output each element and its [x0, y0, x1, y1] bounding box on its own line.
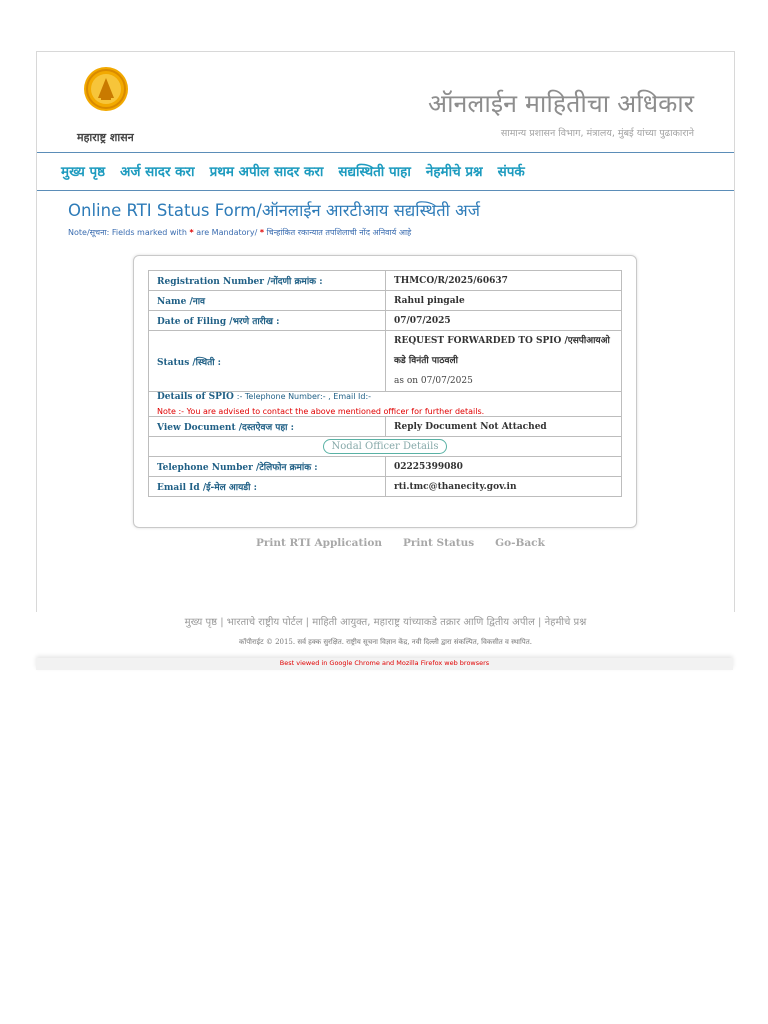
nav-contact[interactable]: संपर्क — [497, 164, 525, 180]
site-title: ऑनलाईन माहितीचा अधिकार — [427, 89, 694, 118]
nodal-officer-cell — [149, 437, 622, 457]
email-value: rti.tmc@thanecity.gov.in — [386, 477, 622, 497]
mandatory-star: * — [189, 228, 194, 237]
telephone-value: 02225399080 — [386, 457, 622, 477]
logo-caption: महाराष्ट्र शासन — [77, 131, 134, 144]
site-subtitle: सामान्य प्रशासन विभाग, मंत्रालय, मुंबई यांच्या पुढाकाराने — [500, 128, 694, 139]
name-value: Rahul pingale — [386, 291, 622, 311]
spio-details-label: Details of SPIO — [157, 392, 234, 402]
mandatory-star: * — [259, 228, 265, 237]
view-document-label: View Document /दस्तऐवज पहा : — [149, 417, 386, 437]
table-row — [149, 477, 622, 497]
table-row — [149, 291, 622, 311]
go-back-link[interactable]: Go-Back — [495, 537, 545, 549]
status-details-panel — [133, 255, 637, 528]
bottom-band — [36, 658, 733, 670]
spio-advice-note: Note :- You are advised to contact the above mentioned officer for further details. — [157, 407, 485, 416]
registration-number-value: THMCO/R/2025/60637 — [386, 271, 622, 291]
note-mid: are Mandatory/ — [196, 228, 258, 237]
status-value-cell — [386, 331, 622, 392]
nav-view-status[interactable]: सद्यस्थिती पाहा — [338, 164, 411, 180]
copyright-text: कॉपीराईट © 2015. सर्व हक्क सुरक्षित. राष्ट्रीय सूचना विज्ञान केंद्र, नवी दिल्ली द्वारा संकल्पित, विकसीत व स्थापित. — [239, 638, 532, 646]
print-rti-application-link[interactable]: Print RTI Application — [256, 537, 382, 549]
table-row — [149, 311, 622, 331]
site-header — [37, 52, 734, 153]
nav-first-appeal[interactable]: प्रथम अपील सादर करा — [209, 164, 324, 180]
table-row — [149, 331, 622, 392]
table-row — [149, 271, 622, 291]
main-nav — [61, 162, 525, 184]
spio-details-cell — [149, 392, 622, 417]
nav-home[interactable]: मुख्य पृष्ठ — [61, 164, 106, 180]
registration-number-label: Registration Number /नोंदणी क्रमांक : — [149, 271, 386, 291]
form-title: Online RTI Status Form/ऑनलाईन आरटीआय सद्यस्थिती अर्ज — [68, 201, 480, 220]
date-of-filing-value: 07/07/2025 — [386, 311, 622, 331]
table-row — [149, 457, 622, 477]
maharashtra-emblem-logo — [81, 60, 131, 120]
nodal-officer-details-button[interactable]: Nodal Officer Details — [323, 439, 448, 454]
nav-submit-application[interactable]: अर्ज सादर करा — [120, 164, 195, 180]
browser-recommendation: Best viewed in Google Chrome and Mozilla Firefox web browsers — [279, 659, 490, 667]
status-value: REQUEST FORWARDED TO SPIO /एसपीआयओ कडे विनंती पाठवली — [394, 336, 610, 366]
note-prefix: Note/सूचना: Fields marked with — [68, 228, 187, 237]
action-links — [256, 537, 545, 549]
note-suffix: चिन्हांकित रकान्यात तपशिलाची नोंद अनिवार्य आहे — [266, 228, 412, 237]
spio-contact-text: :- Telephone Number:- , Email Id:- — [236, 392, 372, 401]
footer-links[interactable]: मुख्य पृष्ठ | भारताचे राष्ट्रीय पोर्टल | माहिती आयुक्त, महाराष्ट्र यांच्याकडे तक्रार आणि द्वितीय अपील | नेहमीचे प्रश्न — [184, 617, 587, 628]
mandatory-note — [68, 227, 411, 238]
page-frame — [36, 51, 735, 646]
name-label: Name /नाव — [149, 291, 386, 311]
table-row — [149, 392, 622, 417]
view-document-value: Reply Document Not Attached — [386, 417, 622, 437]
nav-faq[interactable]: नेहमीचे प्रश्न — [425, 164, 483, 180]
status-date: as on 07/07/2025 — [394, 376, 473, 386]
email-label: Email Id /ई-मेल आयडी : — [149, 477, 386, 497]
print-status-link[interactable]: Print Status — [402, 537, 475, 549]
nav-divider — [37, 190, 734, 191]
telephone-label: Telephone Number /टेलिफोन क्रमांक : — [149, 457, 386, 477]
table-row — [149, 437, 622, 457]
status-label: Status /स्थिती : — [149, 331, 386, 392]
date-of-filing-label: Date of Filing /भरणे तारीख : — [149, 311, 386, 331]
table-row — [149, 417, 622, 437]
status-details-table — [148, 270, 622, 497]
